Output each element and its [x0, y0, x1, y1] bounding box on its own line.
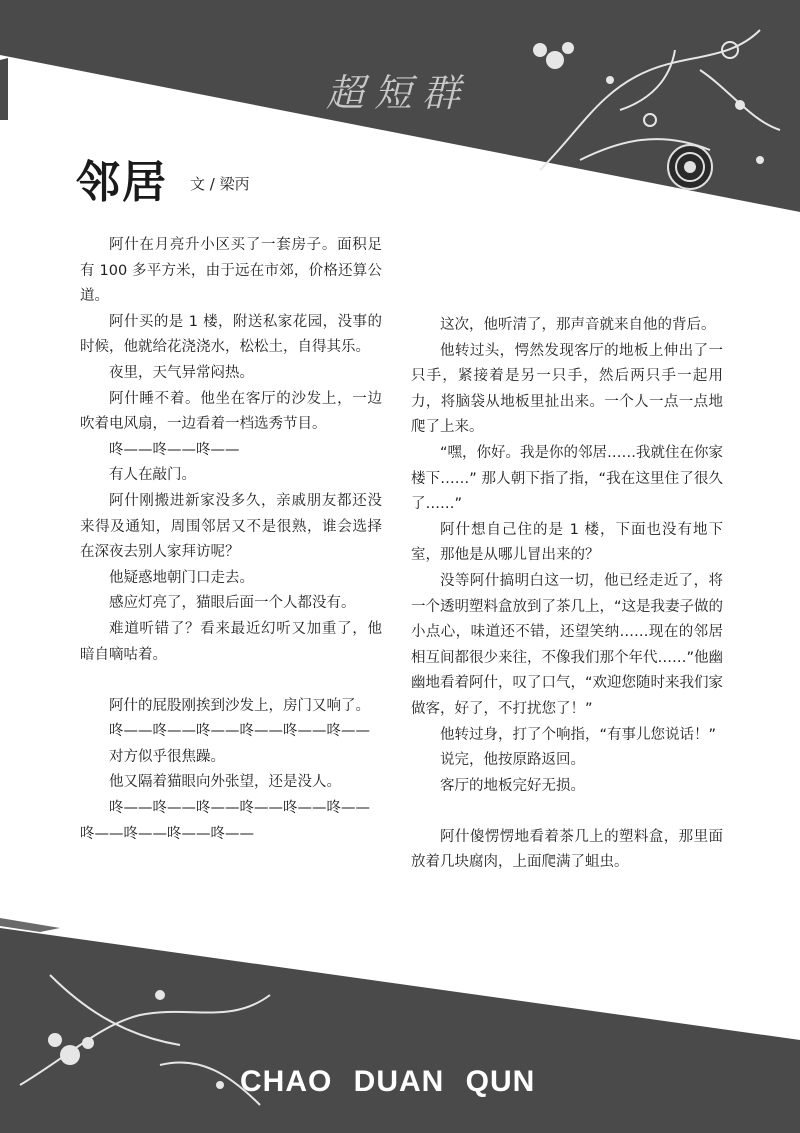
footer-label: CHAO DUAN QUN — [240, 1065, 536, 1098]
paragraph: 阿什刚搬进新家没多久，亲戚朋友都还没来得及通知，周围邻居又不是很熟，谁会选择在深夜去别人家拜访呢？ — [80, 492, 382, 561]
knock-sound: 咚——咚——咚—— — [109, 441, 240, 458]
paragraph: 感应灯亮了，猫眼后面一个人都没有。 — [109, 595, 356, 612]
paragraph: 说完，他按原路返回。 — [440, 752, 585, 769]
paragraph: 对方似乎很焦躁。 — [109, 748, 225, 765]
left-column — [80, 233, 382, 847]
knock-sound: 咚——咚——咚——咚—— — [80, 825, 254, 842]
paragraph: 阿什想自己住的是 1 楼，下面也没有地下室，那他是从哪儿冒出来的？ — [411, 521, 723, 564]
knock-sound: 咚——咚——咚——咚——咚——咚—— — [109, 800, 370, 817]
paragraph: 难道听错了？看来最近幻听又加重了，他暗自嘀咕着。 — [80, 620, 382, 663]
paragraph: 阿什傻愣愣地看着茶几上的塑料盒，那里面放着几块腐肉，上面爬满了蛆虫。 — [411, 828, 723, 871]
paragraph: 阿什的屁股刚挨到沙发上，房门又响了。 — [109, 697, 370, 714]
paragraph: 阿什在月亮升小区买了一套房子。面积足有 100 多平方米，由于远在市郊，价格还算公道。 — [80, 237, 382, 305]
paragraph: 夜里，天气异常闷热。 — [109, 364, 254, 381]
byline: 文 / 梁丙 — [190, 175, 250, 193]
floral-ornament-icon — [500, 10, 790, 220]
paragraph: 阿什买的是 1 楼，附送私家花园，没事的时候，他就给花浇浇水，松松土，自得其乐。 — [80, 313, 382, 356]
paragraph: 没等阿什搞明白这一切，他已经走近了，将一个透明塑料盒放到了茶几上，“这是我妻子做的小点心，味道还不错，还望笑纳……现在的邻居相互间都很少来往，不像我们那个年代……”他幽幽地看着阿什，叹了口气，“欢迎您随时来我们家做客，好了，不打扰您了！” — [411, 572, 724, 717]
knock-sound: 咚——咚——咚——咚——咚——咚—— — [109, 723, 370, 740]
right-column — [411, 313, 723, 876]
paragraph: 阿什睡不着。他坐在客厅的沙发上，一边吹着电风扇，一边看着一档选秀节目。 — [80, 390, 382, 433]
story-title: 邻居 — [76, 157, 168, 208]
paragraph: 他转过头，愕然发现客厅的地板上伸出了一只手，紧接着是另一只手，然后两只手一起用力，将脑袋从地板里扯出来。一个人一点一点地爬了上来。 — [411, 342, 723, 436]
paragraph: 他又隔着猫眼向外张望，还是没人。 — [109, 774, 341, 791]
paragraph: “嘿，你好。我是你的邻居……我就住在你家楼下……” 那人朝下指了指，“我在这里住了很久了……” — [411, 444, 724, 513]
paragraph: 有人在敲门。 — [109, 467, 196, 484]
paragraph: 这次，他听清了，那声音就来自他的背后。 — [440, 317, 716, 333]
paragraph: 客厅的地板完好无损。 — [440, 777, 585, 794]
paragraph: 他疑惑地朝门口走去。 — [109, 569, 254, 586]
spiral-ornament-icon — [660, 142, 720, 192]
section-title: 超短群 — [326, 71, 471, 115]
paragraph: 他转过身，打了个响指，“有事儿您说话！” — [440, 726, 717, 743]
